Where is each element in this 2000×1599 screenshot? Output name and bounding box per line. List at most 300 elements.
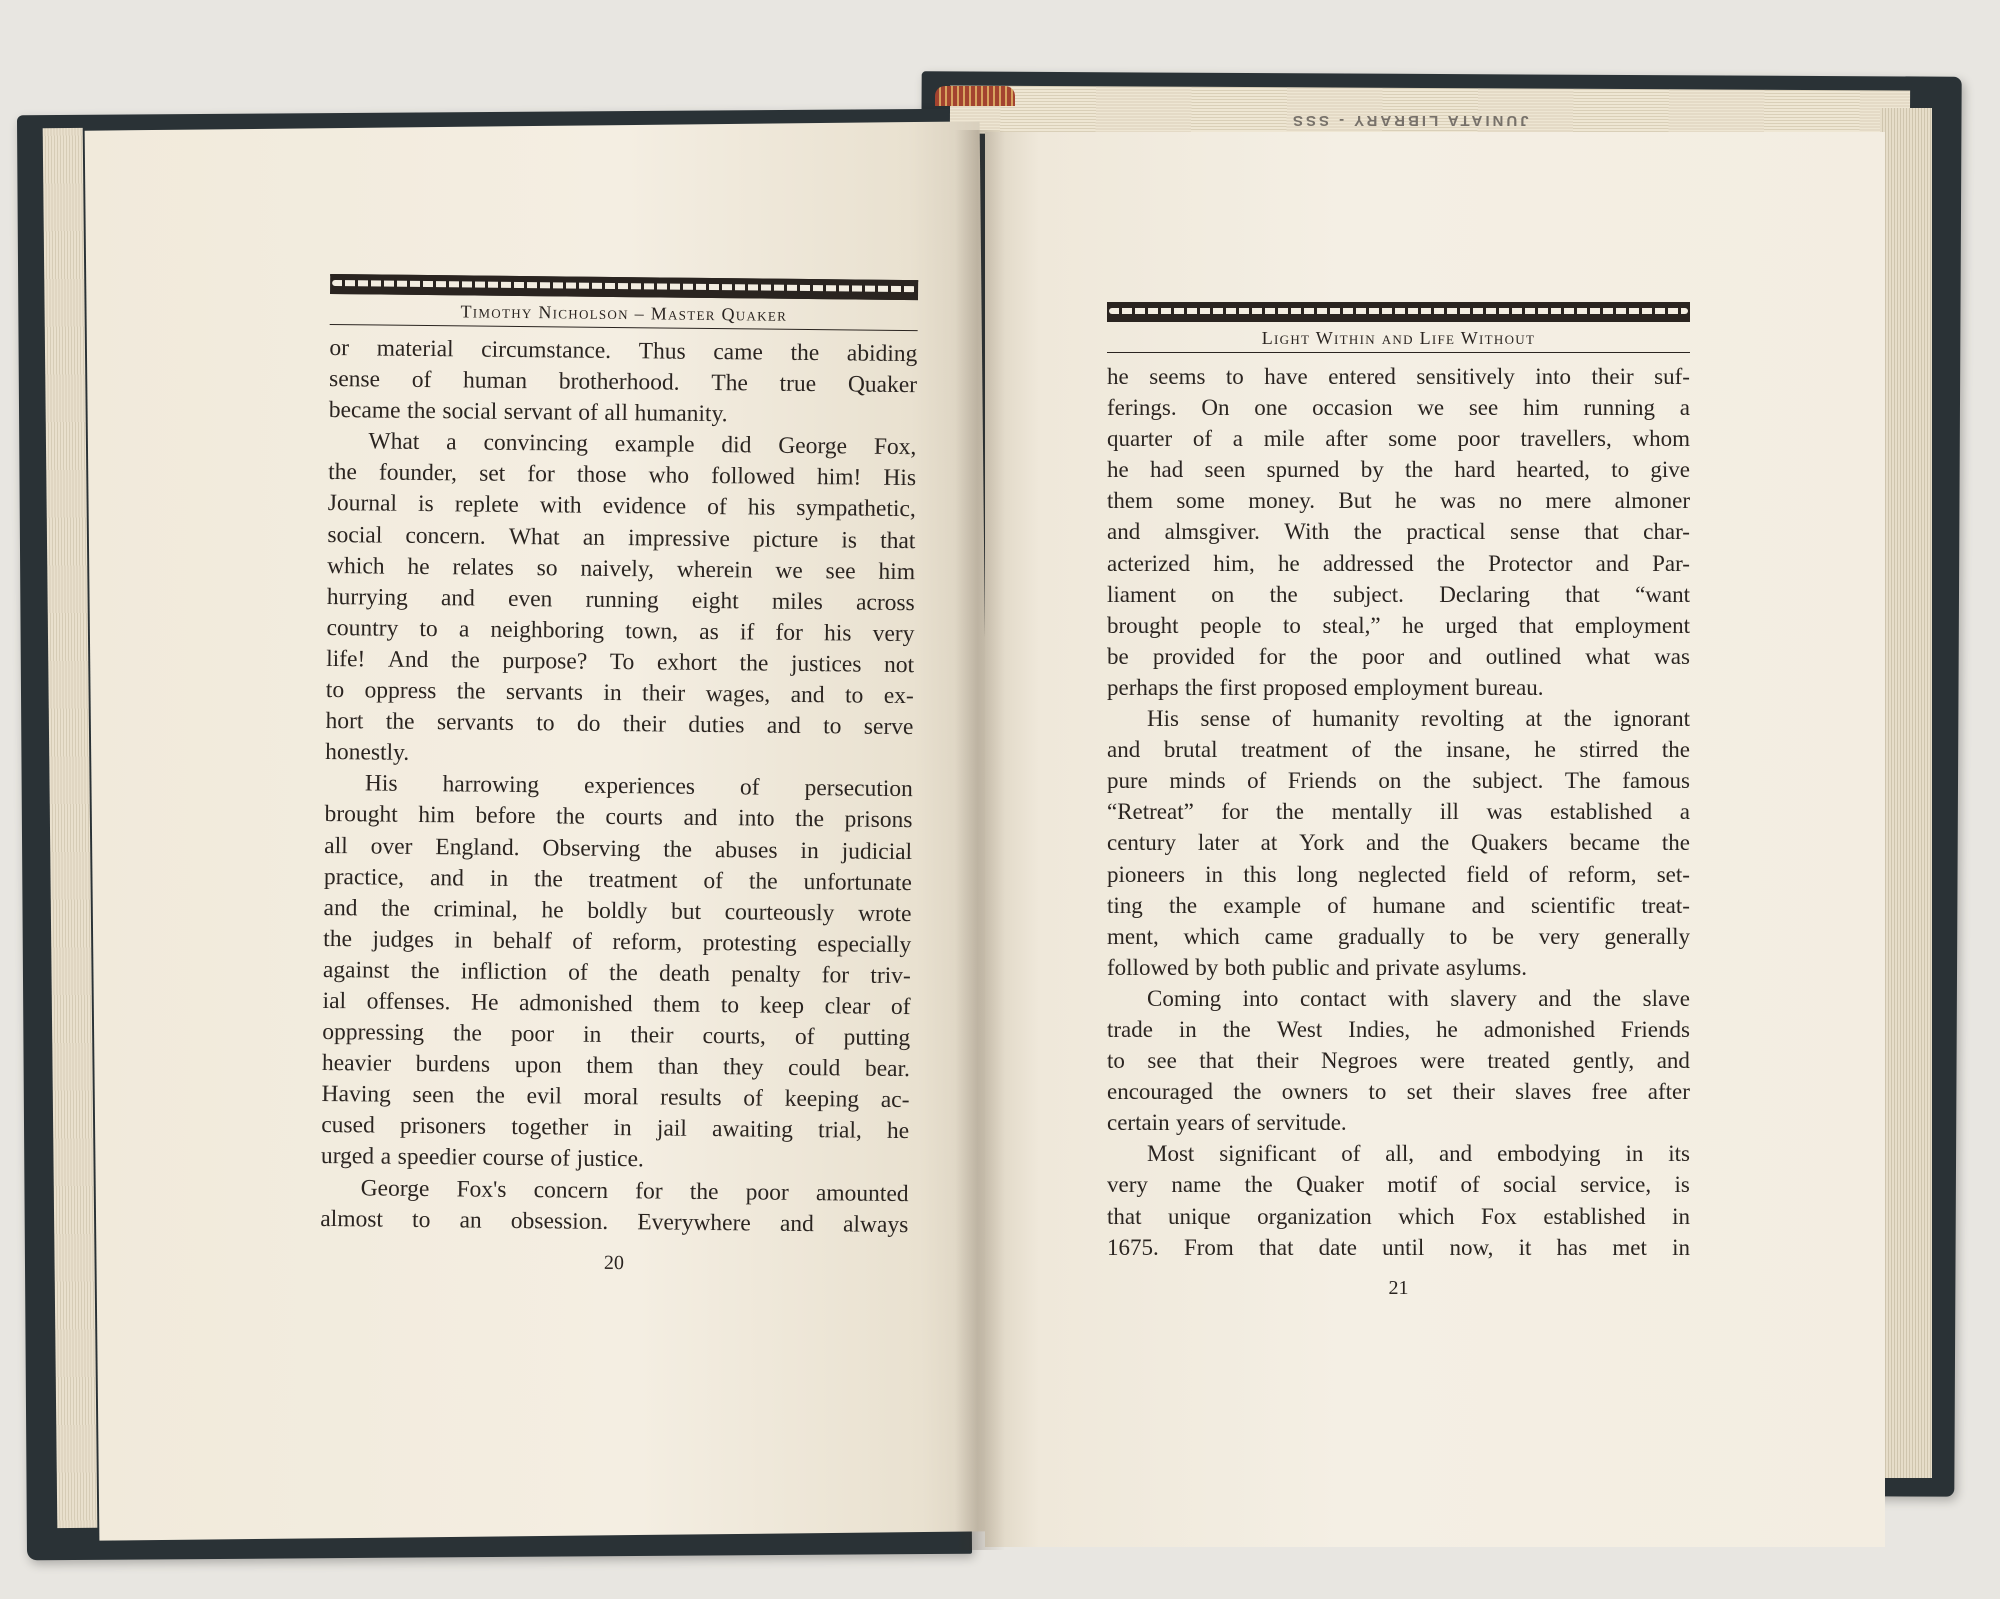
word: the [1661,830,1690,856]
word: on [1378,768,1402,794]
word: of [707,494,727,521]
word: that [880,527,916,554]
word: persecution [804,775,913,803]
word: employment [1353,674,1469,700]
word: with [1387,985,1429,1011]
word: example [1223,892,1302,918]
word: in [603,679,622,707]
text-line [322,1017,910,1054]
word: of [1230,1110,1251,1136]
word: until [1382,1234,1425,1260]
word: encouraged [1107,1079,1213,1105]
word: over [370,832,413,860]
word: amounted [815,1179,909,1207]
word: sense [1509,519,1560,545]
word: the [1593,985,1622,1011]
word: motif [1387,1172,1438,1198]
text-line [1107,796,1690,827]
word: convincing [483,429,589,457]
word: contact [1299,985,1367,1011]
word: clear [824,993,871,1020]
word: urged [1445,612,1498,638]
word: ment, [1107,923,1159,949]
word: all [324,832,348,859]
word: for [1221,799,1249,825]
word: Coming [1147,985,1222,1011]
word: life! [326,645,366,673]
text-line [1107,734,1690,765]
word: in [1672,1203,1690,1229]
word: in [613,1115,632,1142]
word: results [660,1084,722,1112]
word: offenses. [366,988,451,1016]
word: no [1499,488,1523,514]
word: His [1147,706,1179,732]
word: Having [321,1081,391,1108]
word: now, [1449,1234,1494,1260]
word: the [1422,768,1451,794]
word: eight [691,587,739,615]
body-text [320,333,917,1241]
word: in [1672,1234,1690,1260]
word: in [454,927,473,954]
word: the [1184,674,1214,700]
page-number: 21 [1388,1276,1409,1299]
word: to [1611,457,1630,483]
word: the [328,459,357,486]
word: upon [514,1052,562,1079]
word: urged [320,1143,375,1170]
word: servants [505,678,584,706]
word: very [872,620,915,647]
word: His [364,770,398,798]
word: an [582,524,606,551]
left-page-content [320,274,918,1278]
word: after [1647,1079,1690,1105]
word: insane, [1446,737,1511,763]
word: hort [325,708,364,735]
word: brutal [1163,737,1218,763]
word: courteously [724,898,835,927]
word: he [1107,457,1129,483]
word: the [456,678,486,705]
word: seen [1204,457,1246,483]
word: speedier [397,1144,477,1172]
word: for [527,461,555,488]
word: gradually [1337,923,1425,949]
word: proposed [1263,674,1348,700]
word: but [670,898,702,925]
word: His [883,465,917,492]
word: a [1232,426,1243,452]
word: sensitively [1416,364,1515,389]
word: at [1525,706,1543,732]
word: sympathetic, [796,495,916,523]
word: What [368,428,420,456]
word: moral [583,1083,639,1111]
word: oppress [364,677,437,705]
word: them [1107,488,1153,514]
text-line [1107,1201,1690,1232]
word: true [779,370,817,398]
word: running [585,586,659,614]
word: for [635,1177,663,1205]
word: and [1366,830,1400,856]
word: courts, [702,1023,767,1050]
word: which [1183,923,1240,949]
word: poor [1457,426,1500,452]
text-line [1107,423,1690,454]
word: for [1258,643,1286,669]
body-text [1107,361,1690,1263]
word: concern. [405,522,486,550]
word: in [1178,1016,1197,1042]
word: course [482,1145,545,1172]
word: liament [1107,581,1176,607]
word: the [323,925,353,953]
word: infliction [460,958,548,986]
word: harrowing [442,771,540,799]
word: social [442,398,498,425]
word: brotherhood. [558,368,680,396]
word: Par- [1652,550,1690,576]
word: Fox, [873,433,917,461]
word: that [1518,612,1554,638]
word: established [1549,799,1653,825]
word: their [1591,364,1634,389]
word: to [411,1206,431,1233]
word: The [1564,768,1601,794]
word: social [1503,1172,1557,1198]
word: to [1225,364,1244,389]
word: replete [454,491,519,519]
word: the [1233,1079,1262,1105]
word: always [842,1211,909,1238]
word: which [327,552,385,580]
word: the [1563,706,1592,732]
word: abuses [714,836,778,864]
page-number: 20 [603,1251,624,1274]
word: the [1309,643,1338,669]
word: became [328,397,401,424]
word: of [411,366,432,394]
text-line [1107,392,1690,423]
word: in [1625,1141,1644,1167]
word: have [1264,364,1308,389]
word: and [1538,985,1572,1011]
text-line [325,706,913,743]
word: in [1205,861,1224,887]
word: of [1192,426,1213,452]
word: England. [435,833,520,861]
word: for [821,962,850,989]
running-head: Light Within and Life Without [1261,328,1536,348]
word: mentally [1331,799,1413,825]
word: Fox [1481,1203,1517,1229]
word: West [1276,1016,1323,1042]
word: Quakers [1471,830,1548,856]
word: generally [1604,923,1690,949]
word: very [1538,923,1580,949]
left-page [85,121,995,1540]
word: be [1492,923,1514,949]
text-line [320,1172,908,1209]
word: exhort [656,649,718,677]
word: so [536,554,558,582]
word: running [1583,395,1656,421]
word: neighboring [490,616,605,644]
text-line [1107,672,1690,703]
word: hearted, [1516,457,1590,483]
word: poor [745,1178,789,1206]
word: and [683,805,718,832]
word: of [572,928,593,955]
word: those [576,461,627,489]
word: did [721,432,752,459]
word: is [841,526,858,554]
word: awaiting [711,1116,794,1144]
word: almsgiver. [1164,519,1260,545]
word: jail [656,1115,688,1143]
word: unique [1168,1203,1231,1229]
word: country [326,614,399,642]
word: subject. [1472,768,1544,794]
word: if [739,619,755,646]
word: their [1256,1048,1299,1074]
word: was [1439,488,1476,514]
word: bear. [864,1055,911,1083]
word: of [1327,892,1347,918]
text-line [1107,859,1690,890]
gutter-shadow [955,130,1005,1550]
word: even [507,585,553,613]
word: ting [1107,892,1143,918]
word: town, [625,617,679,645]
word: in [489,865,509,892]
text-line [1107,548,1690,579]
word: He [470,989,499,1016]
word: servitude. [1256,1110,1347,1136]
word: poor [1362,643,1405,669]
word: admonished [1483,1016,1595,1042]
word: experiences [583,773,696,801]
word: together [511,1114,589,1142]
word: servant [503,399,572,426]
word: set [478,460,506,488]
word: is [417,491,434,518]
word: a [446,429,457,456]
word: bureau. [1475,674,1544,700]
word: that [1565,581,1600,607]
word: provided [1152,643,1235,669]
word: to [823,713,842,740]
word: scientific [1530,892,1616,918]
word: penalty [731,961,801,988]
word: treatment [588,866,678,894]
word: see [1147,1048,1177,1074]
word: came [1264,923,1314,949]
word: ill [1439,799,1459,825]
text-line [1107,1232,1690,1263]
word: treatment [1241,737,1328,763]
word: the [1404,457,1434,483]
word: see [1468,395,1499,421]
word: circumstance. [481,336,612,364]
text-line [328,457,916,494]
word: mile [1263,426,1305,452]
text-line [1107,641,1690,672]
text-line [1107,1138,1690,1169]
word: cused [321,1112,375,1139]
word: before [475,802,536,830]
word: he [1402,612,1424,638]
word: death [658,960,711,987]
word: employment [1574,612,1690,638]
word: name [1171,1172,1222,1198]
word: all, [1385,1141,1415,1167]
word: prisons [844,806,913,834]
word: to [325,677,345,704]
word: had [1149,457,1184,483]
word: the [381,895,411,922]
word: humanity. [634,400,728,428]
word: one [1254,395,1288,421]
word: across [855,589,915,616]
word: their [1452,1079,1495,1105]
word: George [360,1174,430,1202]
word: seen [412,1082,455,1109]
text-line [1107,516,1690,547]
word: of [578,399,598,427]
word: hard [1454,457,1496,483]
word: keeping [784,1086,860,1113]
word: York [1299,830,1345,856]
word: social [327,521,383,549]
word: do [576,710,601,737]
word: sense [1200,706,1251,732]
word: the [1244,1172,1273,1198]
word: the [748,868,778,895]
text-line [1107,921,1690,952]
word: and [1107,519,1141,545]
word: that [1258,1234,1294,1260]
text-line [1107,952,1690,983]
text-line [1107,827,1690,858]
word: them [653,991,701,1018]
word: miles [771,588,824,615]
word: him [418,802,455,829]
word: a [1679,799,1690,825]
word: he [1277,550,1300,576]
word: treated [1487,1048,1550,1074]
word: Declaring [1439,581,1530,607]
word: met [1612,1234,1647,1260]
word: human [462,367,528,395]
word: into [1242,985,1279,1011]
word: of [568,959,588,986]
word: gently, [1572,1048,1635,1074]
word: at [1260,830,1278,856]
word: was [1654,643,1690,669]
word: not [883,651,915,679]
word: especially [817,930,912,958]
word: some [1176,488,1225,514]
word: almost [320,1205,384,1233]
word: that [1584,519,1619,545]
word: boldly [587,897,648,925]
word: he [1394,488,1417,514]
word: and [790,681,825,709]
word: slaves [1515,1079,1572,1105]
word: by [1195,954,1219,980]
word: public [1271,954,1330,980]
word: On [1201,395,1230,421]
word: into [1535,364,1572,389]
word: and [323,894,358,922]
word: date [1318,1234,1357,1260]
word: pure [1107,768,1148,794]
text-line [1107,1045,1690,1076]
word: of [794,1023,815,1051]
word: stirred [1579,737,1639,763]
word: to [720,992,740,1019]
word: field [1466,861,1509,887]
word: occasion [1312,395,1393,421]
word: judicial [841,837,913,865]
word: into [737,805,775,833]
text-line [1107,454,1690,485]
word: by [1360,457,1384,483]
word: and [1428,643,1462,669]
word: he [886,1118,910,1145]
word: the [1269,581,1298,607]
word: pioneers [1107,861,1185,887]
word: his [823,620,852,647]
word: his [747,494,776,522]
word: To [609,648,635,676]
page-block-right-edge [1880,108,1932,1478]
word: abiding [846,340,918,368]
word: in [800,837,819,864]
word: and [1471,892,1505,918]
word: set- [1656,861,1690,887]
word: ferings. [1107,395,1177,421]
word: private [1375,954,1440,980]
word: of [550,1145,571,1173]
word: came [713,339,764,366]
word: perhaps [1107,674,1179,700]
word: the [453,1020,483,1047]
word: an [459,1207,482,1234]
word: addressed [1322,550,1414,576]
word: we [775,557,803,584]
word: he [407,553,430,580]
word: later [1197,830,1239,856]
word: were [1420,1048,1465,1074]
word: 1675. [1107,1234,1159,1260]
text-line [1107,890,1690,921]
word: their [641,680,686,707]
word: to [1107,1048,1125,1074]
word: justices [790,650,862,678]
word: behalf [492,927,552,955]
word: burdens [415,1051,491,1078]
word: judges [372,926,434,953]
word: and [1656,1048,1690,1074]
word: sense [328,366,381,393]
word: all [604,400,629,427]
word: and [1335,954,1370,980]
